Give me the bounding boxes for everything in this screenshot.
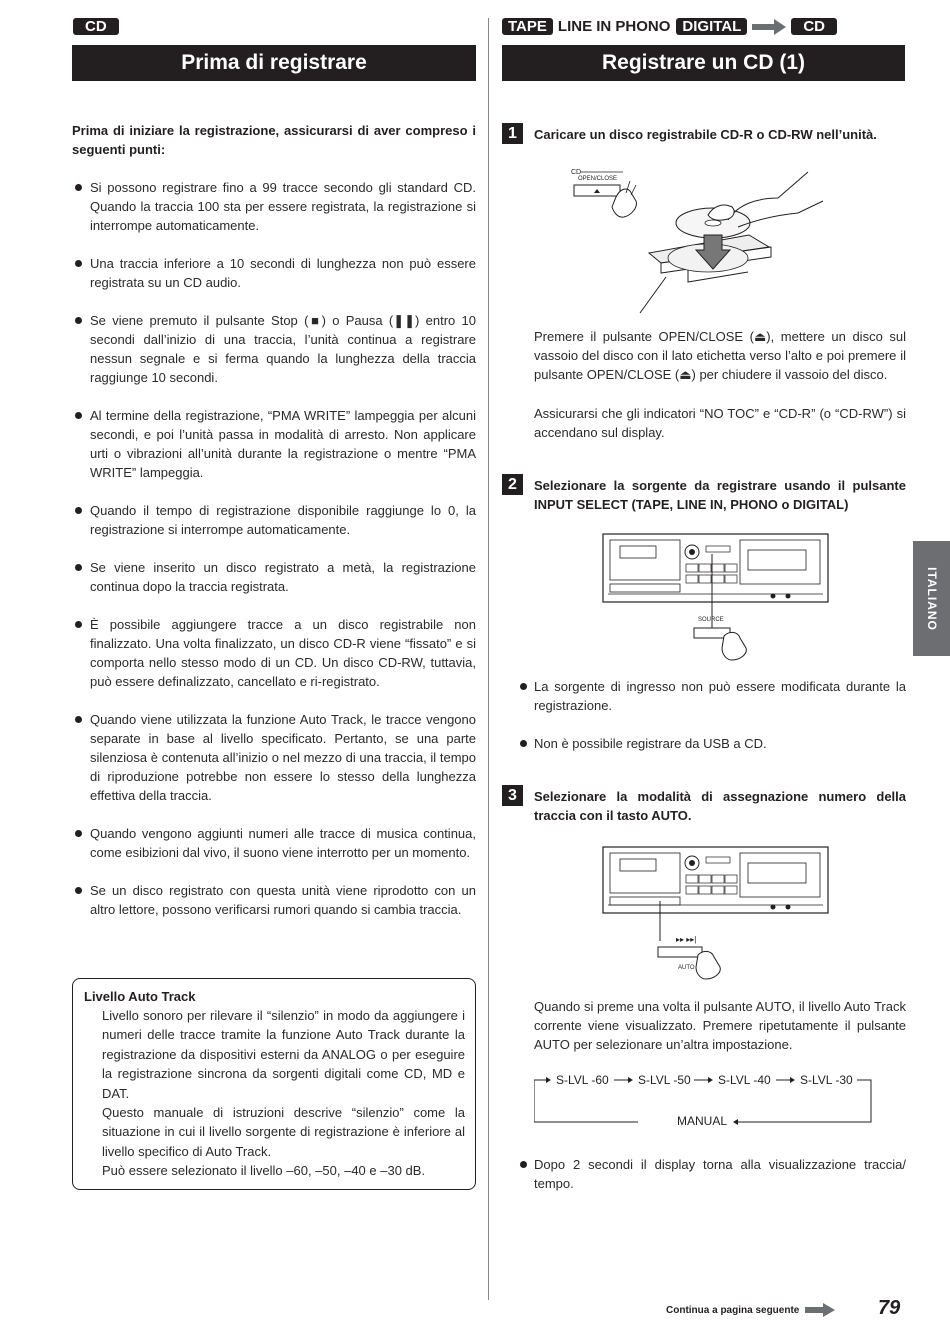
left-intro: Prima di iniziare la registrazione, assicurarsi di aver compreso i seguenti punti: <box>72 123 476 157</box>
language-tab <box>913 541 950 656</box>
page-number: 79 <box>878 1297 901 1319</box>
list-item: Al termine della registrazione, “PMA WRITE” lampeggia per alcuni secondi, e poi l’unità passa in modalità di arresto. Non applicare urti o vibrazioni all’unità durante la registrazione o mentre “PMA WRITE” lampeggia. <box>72 406 476 482</box>
step-number: 2 <box>502 474 523 495</box>
box-paragraph: Può essere selezionato il livello –60, –50, –40 e –30 dB. <box>102 1163 426 1179</box>
column-divider <box>488 18 489 1300</box>
list-item: Se viene premuto il pulsante Stop (■) o Pausa (❚❚) entro 10 secondi dall’inizio di una traccia, l’unità continua a registrare nessun segnale e si ferma quando la lunghezza della traccia raggiunge 10 secondi. <box>72 311 476 387</box>
level-option: S-LVL -50 <box>638 1073 691 1087</box>
language-label: ITALIANO <box>924 566 939 631</box>
list-item: Quando viene utilizzata la funzione Auto Track, le tracce vengono separate in base al livello specificato. Pertanto, se una parte silenziosa è contenuta all’inizio o nel mezzo di una traccia, il tempo di riproduzione potrebbe non essere lo stesso della lunghezza effettiva della traccia. <box>72 710 476 805</box>
step3-paragraph: Quando si preme una volta il pulsante AUTO, il livello Auto Track corrente viene visualizzato. Premere ripetutamente il pulsante AUTO per selezionare un’altra impostazione. <box>534 999 906 1052</box>
arrow-right-icon <box>805 1303 835 1317</box>
list-item: Non è possibile registrare da USB a CD. <box>520 734 906 753</box>
cd-tag: CD <box>791 18 837 35</box>
list-item: Se un disco registrato con questa unità viene riprodotto con un altro lettore, possono verificarsi rumori quando si cambia traccia. <box>72 881 476 919</box>
list-item: Quando vengono aggiunti numeri alle tracce di musica continua, come esibizioni dal vivo, il suono viene interrotto per un momento. <box>72 824 476 862</box>
fig-label: ▸▸ ▸▸| <box>676 935 697 944</box>
deck-source-illustration <box>598 532 838 662</box>
box-title: Livello Auto Track <box>84 989 196 1004</box>
manual-option: MANUAL <box>677 1114 728 1128</box>
auto-track-info-box <box>72 978 476 1190</box>
list-item: Dopo 2 secondi il display torna alla visualizzazione traccia/ tempo. <box>520 1155 906 1193</box>
fig-label: CD <box>571 169 582 176</box>
step-number: 1 <box>502 123 523 144</box>
level-option: S-LVL -40 <box>718 1073 771 1087</box>
box-paragraph: Questo manuale di istruzioni descrive “silenzio” come la situazione in cui il livello sorgente di registrazione è inferiore al livello specifico di Auto Track. <box>102 1105 465 1159</box>
level-option: S-LVL -60 <box>556 1073 609 1087</box>
step2-notes <box>520 677 906 753</box>
precautions-list <box>72 178 476 919</box>
list-item: Quando il tempo di registrazione disponibile raggiunge lo 0, la registrazione si interrompe automaticamente. <box>72 501 476 539</box>
list-item: È possibile aggiungere tracce a un disco registrabile non finalizzato. Una volta finalizzato, un disco CD-R viene “fissato” e si comporta nello stesso modo di un CD. Un disco CD-RW, tuttavia, può essere definalizzato, cancellato e ri-registrato. <box>72 615 476 691</box>
source-flow-tags <box>502 18 837 35</box>
step-number: 3 <box>502 785 523 806</box>
right-section-title: Registrare un CD (1) <box>502 45 905 81</box>
list-item: Se viene inserito un disco registrato a metà, la registrazione continua dopo la traccia registrata. <box>72 558 476 596</box>
fig-label: SOURCE <box>698 617 724 623</box>
continue-note <box>666 1303 835 1317</box>
digital-tag: DIGITAL <box>676 18 747 35</box>
step-title: Selezionare la sorgente da registrare usando il pulsante INPUT SELECT (TAPE, LINE IN, PHONO o DIGITAL) <box>534 478 906 512</box>
fig-label: AUTO <box>678 965 695 971</box>
box-paragraph: Livello sonoro per rilevare il “silenzio” in modo da aggiungere i numeri delle tracce tramite la funzione Auto Track durante la registrazione da dispositivi esterni da ANALOG o per eseguire la registrazione sincrona da sorgenti digitali come CD, MD e DAT. <box>102 1008 465 1101</box>
list-item: La sorgente di ingresso non può essere modificata durante la registrazione. <box>520 677 906 715</box>
fig-label: OPEN/CLOSE <box>578 176 618 182</box>
list-item: Si possono registrare fino a 99 tracce secondo gli standard CD. Quando la traccia 100 sta per essere registrata, la registrazione si interrompe automaticamente. <box>72 178 476 235</box>
deck-auto-illustration <box>598 845 838 985</box>
left-section-title: Prima di registrare <box>72 45 476 81</box>
level-option: S-LVL -30 <box>800 1073 853 1087</box>
step1-paragraph: Assicurarsi che gli indicatori “NO TOC” e “CD-R” (o “CD-RW”) si accendano sul display. <box>534 406 906 440</box>
step3-notes <box>520 1155 906 1193</box>
tape-tag: TAPE <box>502 18 553 35</box>
cd-tag: CD <box>73 18 119 35</box>
cd-load-illustration <box>568 165 828 315</box>
left-section-tag <box>73 18 119 36</box>
arrow-right-icon <box>752 19 786 35</box>
step-title: Selezionare la modalità di assegnazione numero della traccia con il tasto AUTO. <box>534 789 906 823</box>
line-phono-label: LINE IN PHONO <box>557 18 671 35</box>
continue-text: Continua a pagina seguente <box>666 1304 800 1316</box>
step-title: Caricare un disco registrabile CD-R o CD-RW nell’unità. <box>534 127 877 142</box>
list-item: Una traccia inferiore a 10 secondi di lunghezza non può essere registrata su un CD audio. <box>72 254 476 292</box>
step1-paragraph: Premere il pulsante OPEN/CLOSE (⏏), mettere un disco sul vassoio del disco con il lato etichetta verso l’alto e poi premere il pulsante OPEN/CLOSE (⏏) per chiudere il vassoio del disco. <box>534 329 906 382</box>
